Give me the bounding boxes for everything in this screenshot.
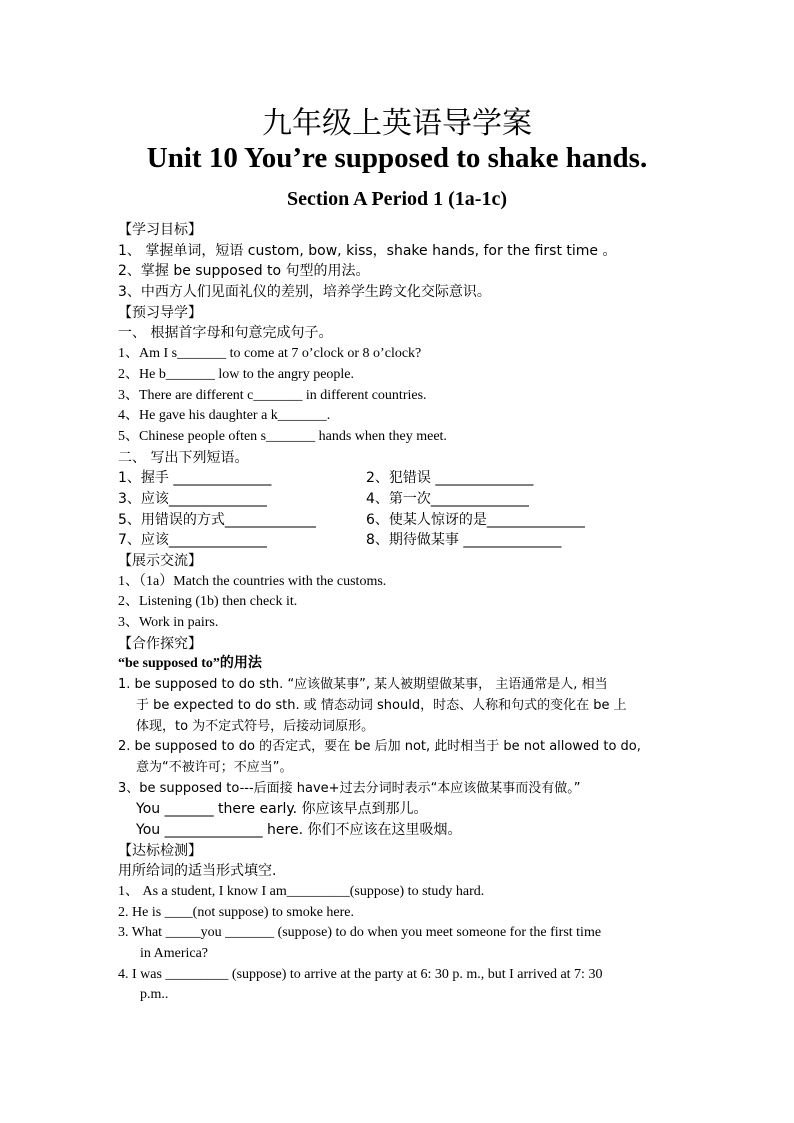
phrase-item: 5、用错误的方式_____________: [118, 511, 316, 528]
sentence-item: 1、Am I s_______ to come at 7 o’clock or 8 o’clock?: [118, 346, 422, 362]
test-question: 3. What _____you _______ (suppose) to do when you meet someone for the first time: [118, 925, 602, 941]
preview-heading: 【预习导学】: [118, 304, 202, 321]
test-instruction: 用所给词的适当形式填空.: [118, 863, 277, 880]
unit-title: Unit 10 You’re supposed to shake hands.: [146, 142, 648, 174]
test-question: 1、 As a student, I know I am_________(suppose) to study hard.: [118, 884, 485, 899]
part2-title: 二、 写出下列短语。: [118, 449, 249, 466]
sentence-item: 2、He b_______ low to the angry people.: [118, 366, 355, 382]
phrase-item: 3、应该______________: [118, 490, 267, 507]
usage-point-2-cont: 意为“不被许可；不应当”。: [136, 759, 293, 775]
phrase-item: 1、握手 ______________: [118, 470, 272, 487]
show-item: 3、Work in pairs.: [118, 615, 219, 631]
example-sentence: You ______________ here. 你们不应该在这里吸烟。: [136, 821, 462, 838]
test-question: 2. He is ____(not suppose) to smoke here.: [118, 904, 355, 920]
goal-item: 1、 掌握单词，短语 custom, bow, kiss，shake hands, for the first time 。: [118, 242, 617, 259]
part1-title: 一、 根据首字母和句意完成句子。: [118, 325, 333, 342]
phrase-item: 2、犯错误 ______________: [366, 470, 534, 487]
sentence-item: 4、He gave his daughter a k_______.: [118, 408, 331, 424]
phrase-row: [118, 530, 678, 551]
goal-item: 2、掌握 be supposed to 句型的用法。: [118, 263, 370, 280]
phrase-row: [118, 510, 678, 531]
section-title: Section A Period 1 (1a-1c): [287, 188, 507, 210]
show-item: 1、（1a）Match the countries with the customs.: [118, 573, 387, 589]
usage-point-1-cont: 体现，to 为不定式符号，后接动词原形。: [136, 718, 375, 734]
show-item: 2、Listening (1b) then check it.: [118, 594, 298, 610]
usage-point-1: 1. be supposed to do sth. “应该做某事”, 某人被期望做某事， 主语通常是人, 相当: [118, 677, 608, 693]
worksheet-title: 九年级上英语导学案: [262, 106, 532, 141]
goals-heading: 【学习目标】: [118, 222, 202, 238]
phrase-item: 4、第一次______________: [366, 490, 529, 507]
sentence-item: 5、Chinese people often s_______ hands when they meet.: [118, 428, 447, 444]
show-heading: 【展示交流】: [118, 553, 202, 569]
test-question-cont: p.m..: [140, 987, 169, 1003]
test-question-cont: in America?: [140, 946, 209, 962]
phrase-row: [118, 468, 678, 489]
test-heading: 【达标检测】: [118, 842, 202, 859]
usage-point-1-cont: 于 be expected to do sth. 或 情态动词 should，时态、人称和句式的变化在 be 上: [136, 697, 627, 713]
phrase-item: 8、期待做某事 ______________: [366, 532, 562, 549]
phrase-item: 6、使某人惊讶的是______________: [366, 511, 585, 528]
usage-point-3: 3、be supposed to---后面接 have+过去分词时表示“本应该做某事而没有做。”: [118, 780, 581, 796]
phrase-item: 7、应该______________: [118, 532, 267, 549]
goal-item: 3、中西方人们见面礼仪的差别，培养学生跨文化交际意识。: [118, 284, 491, 301]
worksheet-content: [118, 220, 678, 1006]
example-sentence: You _______ there early. 你应该早点到那儿。: [136, 801, 428, 818]
phrase-row: [118, 489, 678, 510]
usage-point-2: 2. be supposed to do 的否定式，要在 be 后加 not, 此时相当于 be not allowed to do,: [118, 739, 641, 755]
explore-heading: 【合作探究】: [118, 635, 202, 652]
test-question: 4. I was _________ (suppose) to arrive at the party at 6: 30 p. m., but I arrived at 7: 30: [118, 966, 603, 982]
sentence-item: 3、There are different c_______ in different countries.: [118, 387, 427, 403]
explore-subheading: “be supposed to”的用法: [118, 656, 262, 672]
